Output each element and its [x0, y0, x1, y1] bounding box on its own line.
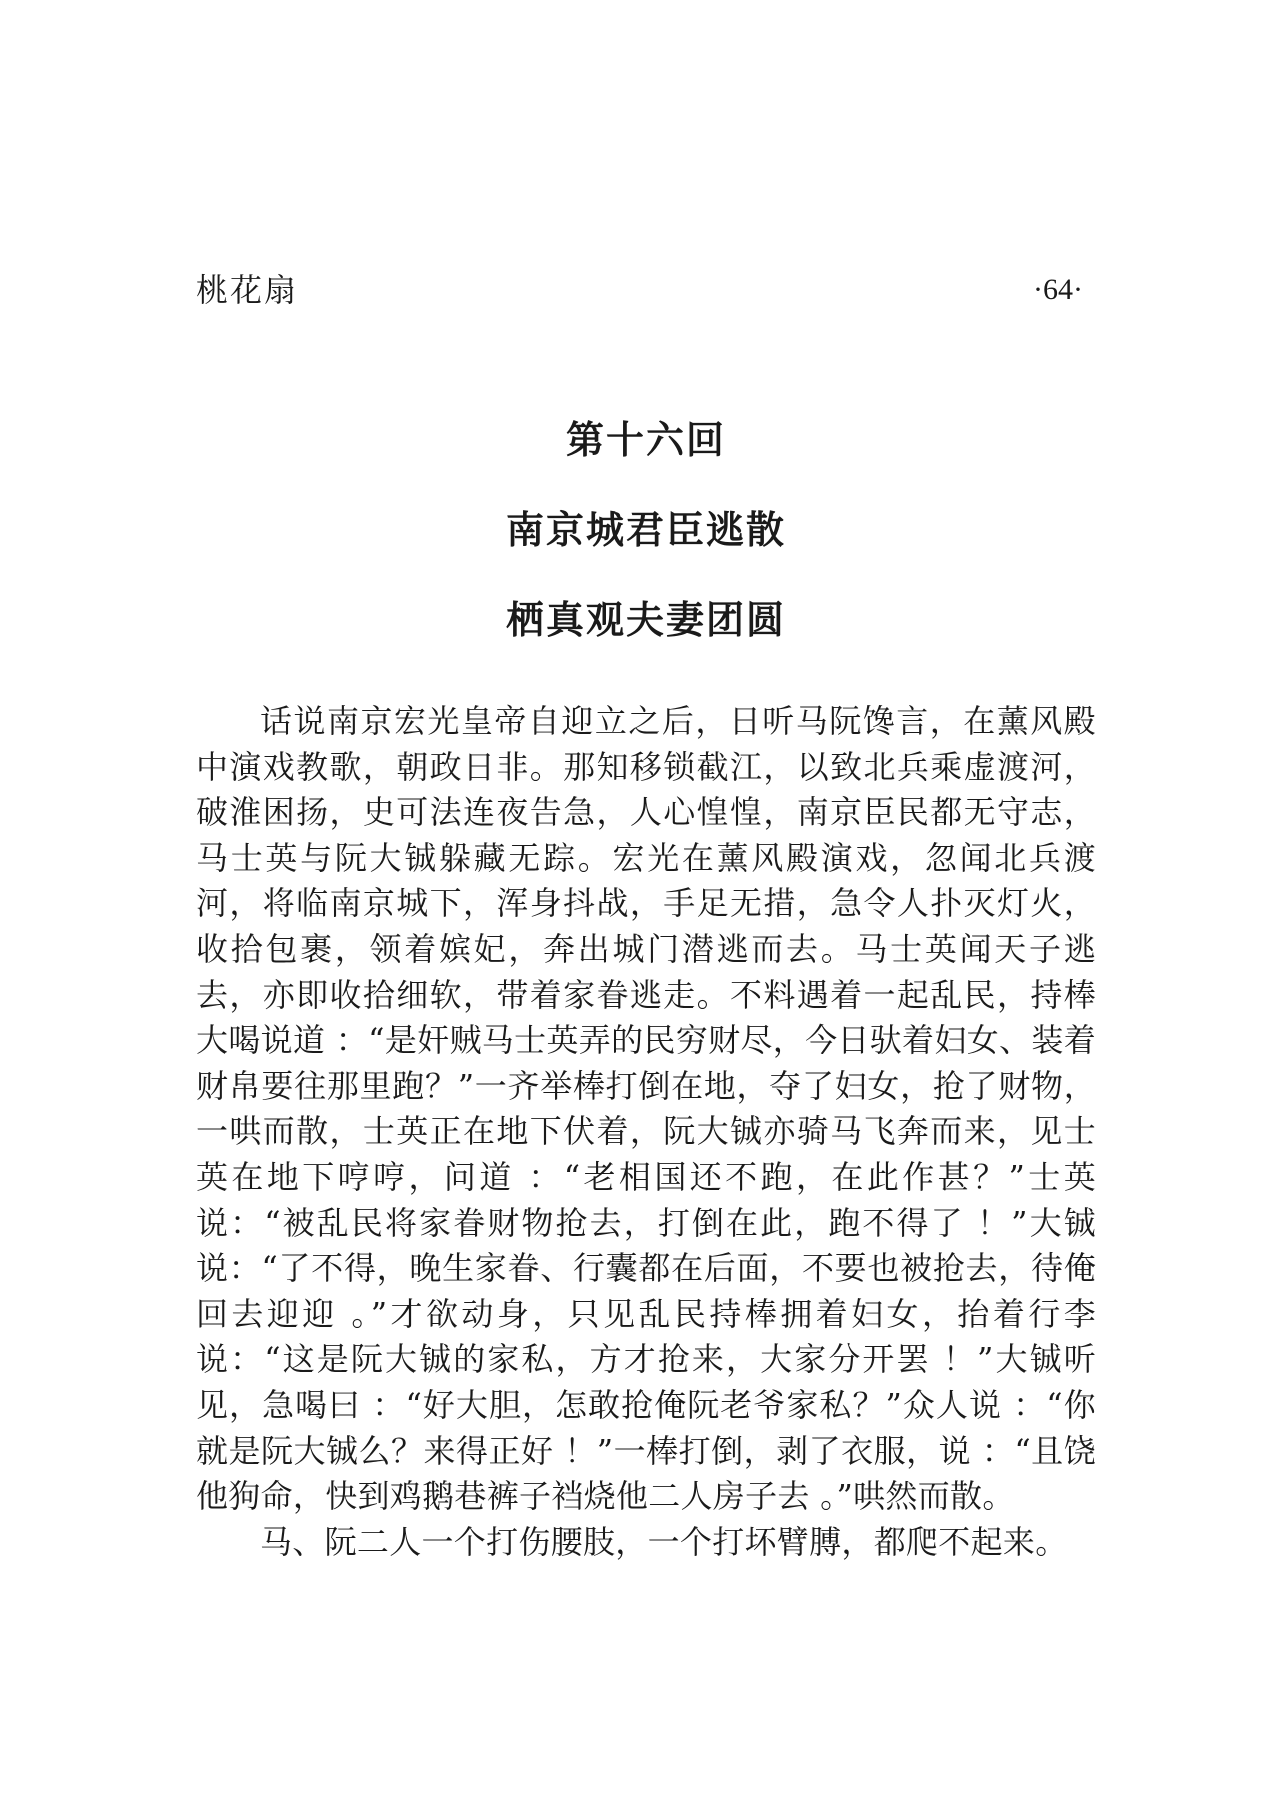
- paragraph-2: 马、阮二人一个打伤腰肢，一个打坏臂膊，都爬不起来。: [260, 1522, 1068, 1561]
- body-text: [196, 699, 1096, 1565]
- running-title: 桃花扇: [196, 271, 299, 309]
- chapter-subtitle-2: 栖真观夫妻团圆: [505, 598, 786, 642]
- chapter-number-title: 第十六回: [565, 418, 726, 462]
- page-number: ·64·: [1033, 273, 1083, 306]
- paragraph-1: 话说南京宏光皇帝自迎立之后，日听马阮馋言，在薰风殿中演戏教歌，朝政日非。那知移锁截江，以致北兵乘虚渡河，破淮困扬，史可法连夜告急，人心惶惶，南京臣民都无守志，马士英与阮大铖躲藏无踪。宏光在薰风殿演戏，忽闻北兵渡河，将临南京城下，浑身抖战，手足无措，急令人扑灭灯火，收拾包裹，领着嫔妃，奔出城门潜逃而去。马士英闻天子逃去，亦即收拾细软，带着家眷逃走。不料遇着一起乱民，持棒大喝说道 ：“是奸贼马士英弄的民穷财尽，今日驮着妇女、装着财帛要往那里跑？”一齐举棒打倒在地，夺了妇女，抢了财物，一哄而散，士英正在地下伏着，阮大铖亦骑马飞奔而来，见士英在地下哼哼，问道 ：“老相国还不跑，在此作甚？”士英说：“被乱民将家眷财物抢去，打倒在此，跑不得了 ！”大铖说：“了不得，晚生家眷、行囊都在后面，不要也被抢去，待俺回去迎迎 。”才欲动身，只见乱民持棒拥着妇女，抬着行李说：“这是阮大铖的家私，方才抢来，大家分开罢 ！”大铖听见，急喝曰 ：“好大胆，怎敢抢俺阮老爷家私？”众人说 ：“你就是阮大铖么？来得正好 ！”一棒打倒，剥了衣服，说 ：“且饶他狗命，快到鸡鹅巷裤子裆烧他二人房子去 。”哄然而散。: [196, 702, 1096, 1516]
- chapter-subtitle-1: 南京城君臣逃散: [505, 508, 786, 552]
